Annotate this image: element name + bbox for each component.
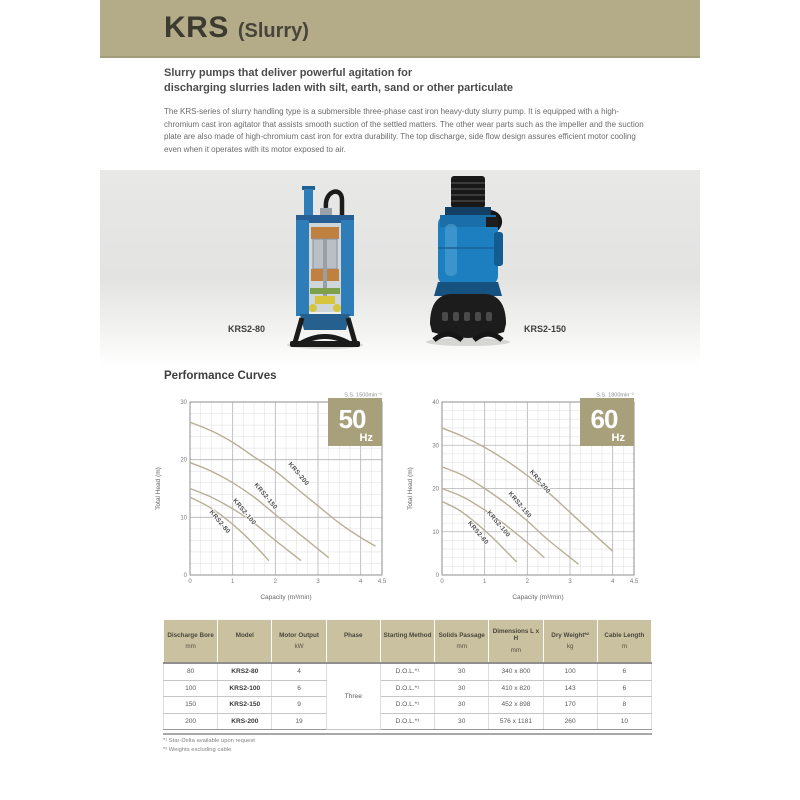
discharge-collar bbox=[451, 176, 485, 208]
cell-cable: 6 bbox=[597, 680, 651, 697]
cell-dimensions: 340 x 800 bbox=[489, 663, 543, 680]
table-row bbox=[164, 663, 652, 680]
y-tick-label: 10 bbox=[180, 515, 187, 522]
cell-solids: 30 bbox=[435, 663, 489, 680]
frequency-value: 50 bbox=[338, 404, 366, 434]
column-header-cable-length: Cable Length m bbox=[597, 620, 651, 664]
x-axis-title: Capacity (m³/min) bbox=[512, 594, 564, 601]
y-axis-title: Total Head (m) bbox=[155, 467, 162, 510]
y-tick-label: 30 bbox=[432, 443, 439, 450]
y-tick-label: 20 bbox=[432, 486, 439, 493]
cell-output: 19 bbox=[272, 713, 326, 730]
table-row bbox=[164, 680, 652, 697]
cell-phase: Three bbox=[326, 663, 380, 730]
x-tick-label: 2 bbox=[273, 579, 278, 585]
y-tick-label: 0 bbox=[183, 573, 187, 579]
x-tick-label: 1 bbox=[482, 579, 487, 585]
cell-model: KRS2-150 bbox=[218, 697, 272, 714]
table-header-row bbox=[164, 620, 652, 664]
x-tick-label: 0 bbox=[440, 579, 444, 585]
sync-speed-label: S.S. 1500min⁻¹ bbox=[344, 392, 382, 399]
x-tick-label: 2 bbox=[525, 579, 530, 585]
x-tick-label: 4.5 bbox=[629, 579, 639, 585]
footnote-weights: *² Weights excluding cable bbox=[163, 747, 232, 753]
column-header-dimensions-l-x-h: Dimensions L x H mm bbox=[489, 620, 543, 664]
cell-output: 6 bbox=[272, 680, 326, 697]
pump-illustration bbox=[418, 176, 518, 348]
pump-cutaway-illustration bbox=[280, 182, 370, 350]
cell-solids: 30 bbox=[435, 697, 489, 714]
header-bar bbox=[100, 0, 700, 58]
cell-output: 4 bbox=[272, 663, 326, 680]
footnote-star-delta: *¹ Star-Delta available upon request bbox=[163, 738, 255, 744]
cell-dimensions: 452 x 898 bbox=[489, 697, 543, 714]
column-header-phase: Phase bbox=[326, 620, 380, 664]
header-title-wrap bbox=[164, 11, 309, 45]
cell-bore: 80 bbox=[164, 663, 218, 680]
spec-table-body bbox=[164, 663, 652, 730]
catalog-page bbox=[100, 0, 700, 800]
product-image-area bbox=[100, 170, 700, 366]
page-title-suffix: (Slurry) bbox=[237, 20, 309, 42]
y-tick-label: 0 bbox=[435, 573, 439, 579]
x-tick-label: 0 bbox=[188, 579, 192, 585]
curve-krs2-150 bbox=[442, 467, 579, 564]
cell-starting: D.O.L.*¹ bbox=[380, 697, 434, 714]
cell-weight: 143 bbox=[543, 680, 597, 697]
x-tick-label: 4 bbox=[610, 579, 615, 585]
x-tick-label: 1 bbox=[230, 579, 235, 585]
performance-chart-60hz bbox=[402, 390, 652, 605]
y-tick-label: 40 bbox=[432, 400, 439, 406]
curve-label: KRS-200 bbox=[286, 461, 311, 488]
cell-starting: D.O.L.*¹ bbox=[380, 680, 434, 697]
column-header-motor-output: Motor Output kW bbox=[272, 620, 326, 664]
x-tick-label: 3 bbox=[316, 579, 320, 585]
page-title: KRS bbox=[164, 11, 229, 44]
cell-output: 9 bbox=[272, 697, 326, 714]
cell-cable: 6 bbox=[597, 663, 651, 680]
x-tick-label: 4.5 bbox=[377, 579, 387, 585]
description-paragraph: The KRS-series of slurry handling type is a submersible three-phase cast iron heavy-duty slurry pump. It is equipped with a high-chromium cast iron agitator that assists smooth suction of the settled matters. The other wear parts such as the impeller and the suction plate are also made of high-chromium cast iron for extra durability. The top discharge, side flow design assures efficient motor cooling even when it operates with its motor exposed to air. bbox=[164, 107, 644, 154]
cell-solids: 30 bbox=[435, 680, 489, 697]
performance-chart-50hz bbox=[150, 390, 400, 605]
column-header-solids-passage: Solids Passage mm bbox=[435, 620, 489, 664]
y-tick-label: 20 bbox=[180, 457, 187, 464]
product-label-krs2-80: KRS2-80 bbox=[228, 324, 266, 334]
curve-label: KRS2-100 bbox=[485, 509, 512, 539]
y-tick-label: 10 bbox=[432, 529, 439, 536]
performance-curves-title: Performance Curves bbox=[164, 370, 277, 382]
cell-model: KRS2-80 bbox=[218, 663, 272, 680]
cell-starting: D.O.L.*¹ bbox=[380, 663, 434, 680]
cell-weight: 260 bbox=[543, 713, 597, 730]
spec-table bbox=[163, 619, 652, 730]
curve-label: KRS2-150 bbox=[252, 481, 279, 512]
frequency-unit: Hz bbox=[359, 432, 373, 444]
cell-starting: D.O.L.*¹ bbox=[380, 713, 434, 730]
frequency-unit: Hz bbox=[611, 432, 625, 444]
cell-weight: 170 bbox=[543, 697, 597, 714]
cell-bore: 150 bbox=[164, 697, 218, 714]
curve-krs2-100 bbox=[190, 489, 301, 561]
table-bottom-rule bbox=[163, 733, 652, 735]
cell-dimensions: 576 x 1181 bbox=[489, 713, 543, 730]
product-label-krs2-150: KRS2-150 bbox=[524, 324, 567, 334]
table-row bbox=[164, 713, 652, 730]
curve-label: KRS2-100 bbox=[231, 497, 258, 527]
x-tick-label: 4 bbox=[358, 579, 363, 585]
intro-line-1: Slurry pumps that deliver powerful agitation for bbox=[164, 67, 413, 79]
cell-model: KRS-200 bbox=[218, 713, 272, 730]
intro-line-2: discharging slurries laden with silt, earth, sand or other particulate bbox=[164, 82, 514, 94]
curve-label: KRS2-80 bbox=[466, 519, 490, 547]
x-axis-title: Capacity (m³/min) bbox=[260, 594, 312, 601]
column-header-dry-weight-: Dry Weight*² kg bbox=[543, 620, 597, 664]
y-tick-label: 30 bbox=[180, 400, 187, 406]
cell-solids: 30 bbox=[435, 713, 489, 730]
x-tick-label: 3 bbox=[568, 579, 572, 585]
sync-speed-label: S.S. 1800min⁻¹ bbox=[596, 392, 634, 399]
column-header-model: Model bbox=[218, 620, 272, 664]
intro-heading bbox=[164, 66, 654, 96]
cell-bore: 100 bbox=[164, 680, 218, 697]
cell-weight: 100 bbox=[543, 663, 597, 680]
y-axis-title: Total Head (m) bbox=[407, 467, 414, 510]
frequency-value: 60 bbox=[590, 404, 618, 434]
spec-table-header bbox=[164, 620, 652, 664]
cell-bore: 200 bbox=[164, 713, 218, 730]
table-row bbox=[164, 697, 652, 714]
curve-label: KRS2-80 bbox=[207, 508, 232, 536]
column-header-discharge-bore: Discharge Bore mm bbox=[164, 620, 218, 664]
cell-cable: 10 bbox=[597, 713, 651, 730]
curve-label: KRS-200 bbox=[527, 468, 552, 496]
cell-cable: 8 bbox=[597, 697, 651, 714]
cell-dimensions: 410 x 820 bbox=[489, 680, 543, 697]
column-header-starting-method: Starting Method bbox=[380, 620, 434, 664]
curve-label: KRS2-150 bbox=[506, 490, 533, 520]
cell-model: KRS2-100 bbox=[218, 680, 272, 697]
